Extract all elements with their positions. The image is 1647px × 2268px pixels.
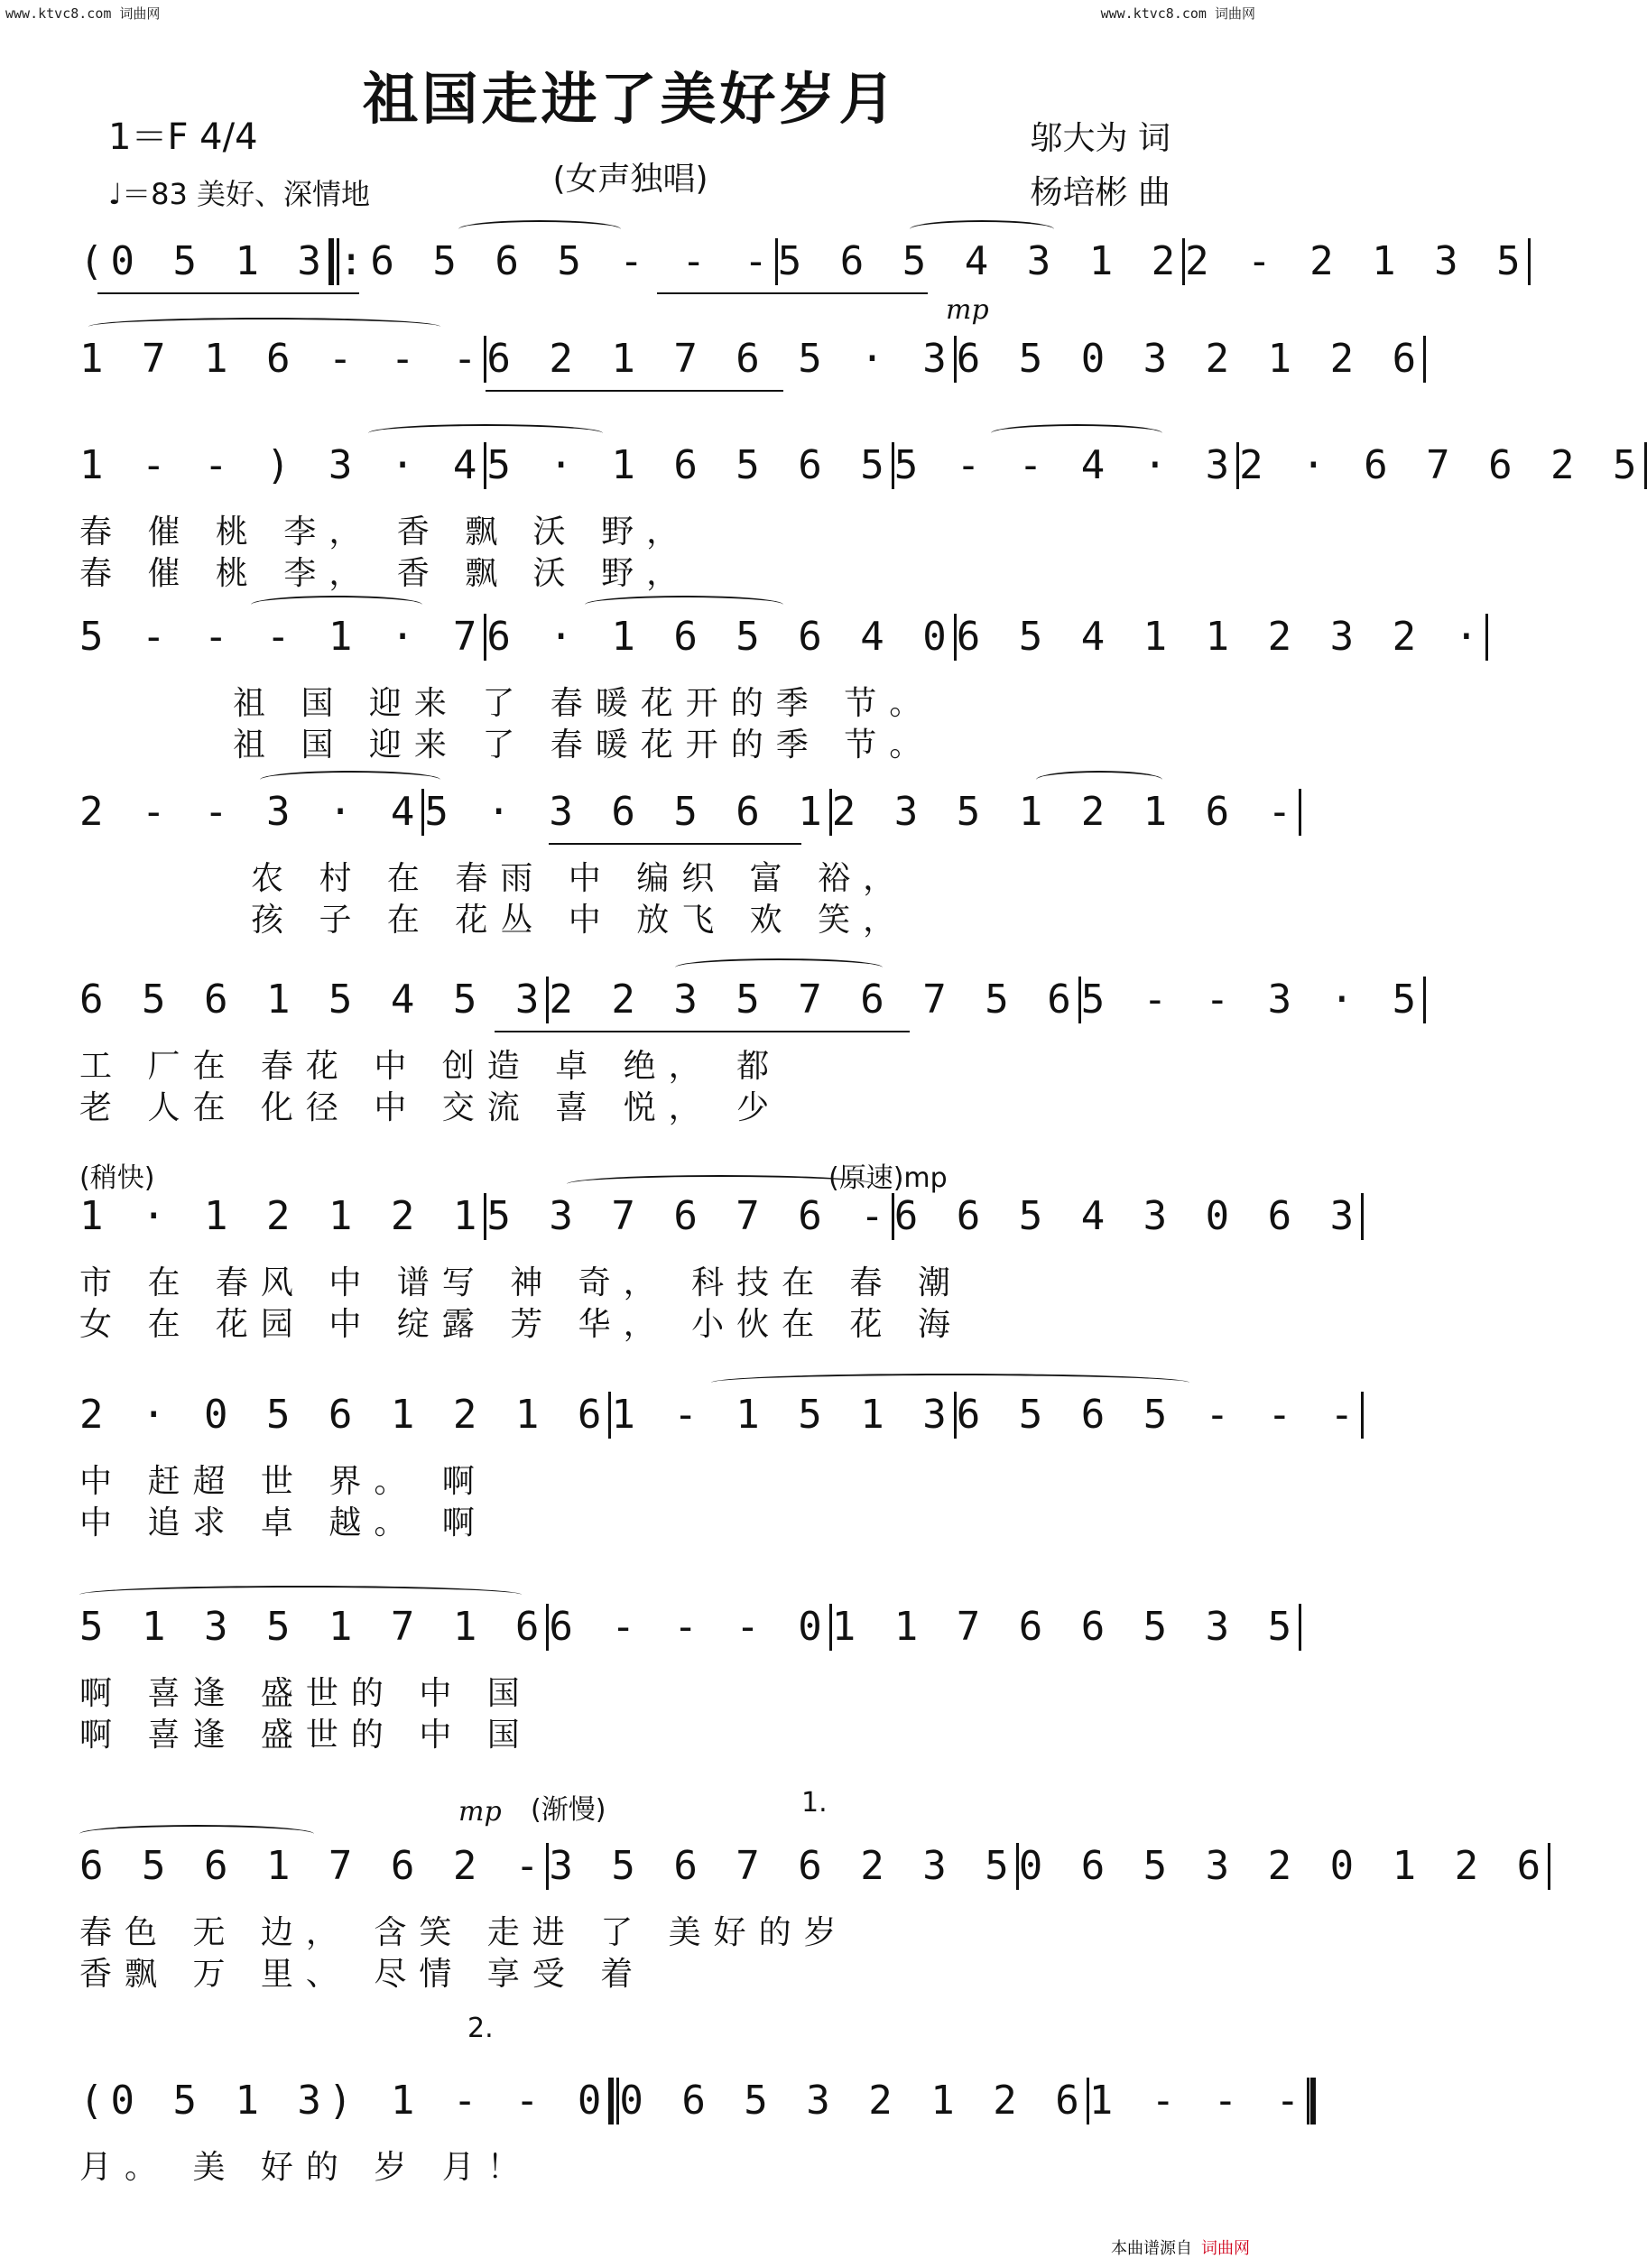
lyrics-verse-1: 祖 国 迎来 了 春暖花开的季 节。 bbox=[233, 685, 935, 722]
final-barline bbox=[1307, 2078, 1316, 2125]
slur bbox=[79, 1586, 522, 1604]
dynamic-mark: mp bbox=[946, 294, 989, 326]
measure: 1 · 1 2 1 2 1 bbox=[79, 1193, 485, 1239]
measure: 6 5 6 1 7 6 2 - bbox=[79, 1843, 547, 1889]
lyrics-verse-2: 女 在 花园 中 绽露 芳 华， 小伙在 花 海 bbox=[79, 1306, 963, 1343]
measure: 2 · 6 7 6 2 5 bbox=[1239, 442, 1644, 488]
volta-second-ending: 2. bbox=[467, 2013, 494, 2044]
tempo-change-mark: (渐慢) bbox=[531, 1794, 606, 1826]
notes-row bbox=[79, 1390, 1362, 1440]
slur bbox=[1036, 771, 1162, 789]
watermark-right: www.ktvc8.com 词曲网 bbox=[1100, 5, 1255, 22]
lyrics-verse-2: 老 人在 化径 中 交流 喜 悦， 少 bbox=[79, 1089, 782, 1126]
volta-first-ending: 1. bbox=[801, 1787, 828, 1819]
measure: 6 2 1 7 6 5 · 3 bbox=[486, 336, 954, 382]
notes-row bbox=[79, 440, 1644, 491]
measure: 2 - 2 1 3 5 bbox=[1185, 238, 1528, 284]
measure: 5 - - 4 · 3 bbox=[893, 442, 1237, 488]
song-subtitle: (女声独唱) bbox=[552, 161, 708, 198]
lyrics-verse-2: 啊 喜逢 盛世的 中 国 bbox=[79, 1717, 532, 1754]
barline bbox=[1644, 442, 1647, 489]
beam-line bbox=[495, 1031, 910, 1032]
lyrics-verse-1: 中 赶超 世 界。 啊 bbox=[79, 1463, 487, 1500]
barline bbox=[1361, 1193, 1364, 1240]
slur bbox=[991, 424, 1162, 442]
lyrics-verse-2: 祖 国 迎来 了 春暖花开的季 节。 bbox=[233, 727, 935, 764]
lyricist-credit: 邬大为 词 bbox=[1030, 120, 1170, 157]
lyrics-verse-1: 农 村 在 春雨 中 编织 富 裕， bbox=[251, 860, 909, 897]
beam-line bbox=[657, 292, 928, 294]
lyrics-verse-1: 春 催 桃 李， 香 飘 沃 野， bbox=[79, 514, 692, 551]
measure: 5 6 5 4 3 1 2 bbox=[777, 238, 1183, 284]
slur bbox=[675, 958, 883, 977]
measure: 5 3 7 6 7 6 - bbox=[486, 1193, 892, 1239]
slur bbox=[251, 596, 422, 614]
measure: 6 6 5 4 3 0 6 3 bbox=[893, 1193, 1362, 1239]
measure: (0 5 1 3 bbox=[79, 238, 328, 284]
lyrics-verse-1: 春色 无 边， 含笑 走进 了 美好的岁 bbox=[79, 1914, 849, 1951]
slur bbox=[79, 1825, 314, 1843]
beam-line bbox=[97, 292, 359, 294]
measure: 1 - - - bbox=[1088, 2078, 1308, 2124]
lyrics-verse-2: 春 催 桃 李， 香 飘 沃 野， bbox=[79, 555, 692, 592]
notes-row bbox=[79, 334, 1424, 384]
slur bbox=[260, 771, 440, 789]
measure: 6 - - - 0 bbox=[549, 1604, 829, 1650]
barline bbox=[1485, 614, 1488, 661]
lyrics-verse-1: 啊 喜逢 盛世的 中 国 bbox=[79, 1675, 532, 1712]
lyrics-verse-1: 工 厂在 春花 中 创造 卓 绝， 都 bbox=[79, 1048, 782, 1085]
beam-line bbox=[549, 843, 801, 845]
measure: 6 5 4 1 1 2 3 2 · bbox=[956, 614, 1486, 660]
barline bbox=[1361, 1392, 1364, 1439]
measure: 5 - - - 1 · 7 bbox=[79, 614, 485, 660]
beam-line bbox=[486, 390, 783, 392]
barline bbox=[1423, 336, 1426, 383]
measure: 6 5 6 1 5 4 5 3 bbox=[79, 977, 547, 1023]
measure: 3 5 6 7 6 2 3 5 bbox=[549, 1843, 1016, 1889]
slur bbox=[711, 1374, 1189, 1392]
composer-credit: 杨培彬 曲 bbox=[1030, 174, 1170, 211]
measure: 0 6 5 3 2 1 2 6 bbox=[619, 2078, 1087, 2124]
measure: 5 - - 3 · 5 bbox=[1080, 977, 1424, 1023]
measure: :6 5 6 5 - - - bbox=[338, 238, 775, 284]
lyrics-final: 月。 美 好的 岁 月！ bbox=[79, 2149, 532, 2186]
notes-row bbox=[79, 1191, 1362, 1242]
barline bbox=[1299, 1604, 1301, 1651]
measure: 5 · 3 6 5 6 1 bbox=[424, 789, 829, 835]
measure: 2 2 3 5 7 6 7 5 6 bbox=[549, 977, 1078, 1023]
tempo-change-mark: (原速)mp bbox=[828, 1162, 948, 1194]
measure: 6 5 0 3 2 1 2 6 bbox=[956, 336, 1424, 382]
lyrics-verse-2: 孩 子 在 花丛 中 放飞 欢 笑， bbox=[251, 902, 909, 939]
measure: 2 · 0 5 6 1 2 1 6 bbox=[79, 1392, 609, 1438]
slur bbox=[910, 220, 1054, 238]
measure: 2 3 5 1 2 1 6 - bbox=[831, 789, 1300, 835]
measure: 5 1 3 5 1 7 1 6 bbox=[79, 1604, 547, 1650]
notes-row bbox=[79, 1602, 1300, 1652]
watermark-left: www.ktvc8.com 词曲网 bbox=[5, 5, 161, 22]
slur bbox=[567, 1175, 874, 1193]
slur bbox=[368, 424, 603, 442]
measure: 1 - - ) 3 · 4 bbox=[79, 442, 485, 488]
dynamic-mark: mp bbox=[458, 1796, 502, 1828]
notes-row bbox=[79, 612, 1486, 662]
notes-row bbox=[79, 975, 1424, 1025]
barline bbox=[1299, 789, 1301, 836]
measure: 1 - 1 5 1 3 bbox=[611, 1392, 954, 1438]
barline bbox=[1528, 238, 1531, 285]
key-signature: 1＝F 4/4 bbox=[108, 116, 258, 158]
barline bbox=[1548, 1843, 1550, 1890]
measure: 5 · 1 6 5 6 5 bbox=[486, 442, 892, 488]
barline bbox=[1423, 977, 1426, 1023]
lyrics-verse-2: 中 追求 卓 越。 啊 bbox=[79, 1504, 487, 1541]
notes-row bbox=[79, 236, 1528, 287]
song-title: 祖国走进了美好岁月 bbox=[362, 66, 899, 132]
slur bbox=[585, 596, 783, 614]
slur bbox=[458, 220, 621, 238]
slur bbox=[88, 318, 440, 336]
lyrics-verse-1: 市 在 春风 中 谱写 神 奇， 科技在 春 潮 bbox=[79, 1264, 963, 1301]
footer-site-name: 词曲网 bbox=[1201, 2239, 1250, 2258]
measure: 6 5 6 5 - - - bbox=[956, 1392, 1362, 1438]
footer-source bbox=[1111, 2236, 1250, 2259]
notes-row bbox=[79, 2076, 1308, 2126]
measure: 2 - - 3 · 4 bbox=[79, 789, 422, 835]
measure: 6 · 1 6 5 6 4 0 bbox=[486, 614, 954, 660]
repeat-barline bbox=[328, 238, 339, 285]
measure: (0 5 1 3) 1 - - 0 bbox=[79, 2078, 609, 2124]
repeat-barline bbox=[608, 2078, 619, 2125]
measure: 0 6 5 3 2 0 1 2 6 bbox=[1018, 1843, 1549, 1889]
footer-source-text: 本曲谱源自 bbox=[1111, 2239, 1192, 2258]
measure: 1 1 7 6 6 5 3 5 bbox=[831, 1604, 1300, 1650]
notes-row bbox=[79, 787, 1300, 838]
lyrics-verse-2: 香飘 万 里、 尽情 享受 着 bbox=[79, 1956, 646, 1993]
tempo-marking: ♩＝83 美好、深情地 bbox=[108, 177, 370, 211]
measure: 1 7 1 6 - - - bbox=[79, 336, 485, 382]
notes-row bbox=[79, 1841, 1549, 1892]
tempo-change-mark: (稍快) bbox=[79, 1162, 155, 1194]
